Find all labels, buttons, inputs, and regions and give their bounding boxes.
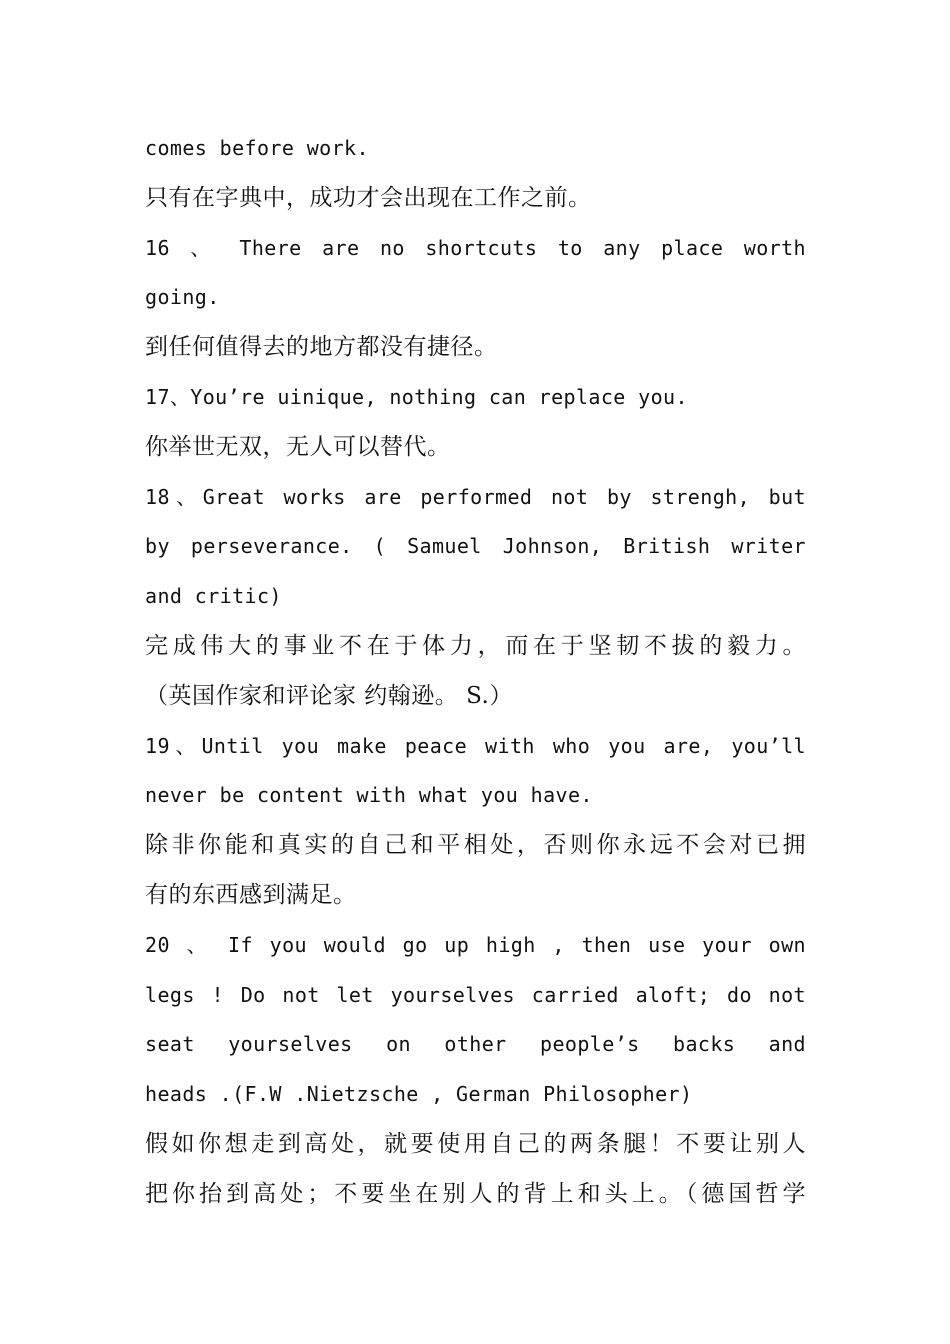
text-line-en: 17、You’re uinique, nothing can replace you. (145, 384, 688, 409)
text-line-zh: 只有在字典中，成功才会出现在工作之前。 (145, 184, 592, 211)
text-line-en: 20 、 If you would go up high , then use your own (145, 932, 806, 957)
text-line-en: 18、Great works are performed not by strengh, but (145, 484, 806, 509)
text-line-zh: （英国作家和评论家 约翰逊。 S.） (145, 682, 513, 709)
document-page (145, 124, 806, 1220)
text-line-en: comes before work. (145, 136, 369, 160)
text-line-zh: 有的东西感到满足。 (145, 881, 357, 908)
text-line-zh: 假如你想走到高处，就要使用自己的两条腿！不要让别人 (145, 1130, 806, 1157)
text-line-zh: 把你抬到高处；不要坐在别人的背上和头上。（德国哲学 (145, 1180, 806, 1207)
text-line-en: never be content with what you have. (145, 783, 593, 808)
text-line-en: heads .(F.W .Nietzsche , German Philosopher) (145, 1082, 693, 1107)
text-line-zh: 除非你能和真实的自己和平相处，否则你永远不会对已拥 (145, 832, 806, 859)
text-line-zh: 完成伟大的事业不在于体力，而在于坚韧不拔的毅力。 (145, 632, 806, 659)
text-line-zh: 你举世无双，无人可以替代。 (145, 433, 451, 460)
text-line-en: going. (145, 285, 220, 310)
text-line-en: 19、Until you make peace with who you are, you’ll (145, 733, 806, 758)
text-line-en: legs ! Do not let yourselves carried aloft; do not (145, 982, 806, 1007)
text-line-zh: 到任何值得去的地方都没有捷径。 (145, 334, 498, 361)
text-line-en: and critic) (145, 584, 282, 609)
text-line-en: by perseverance. ( Samuel Johnson, British writer (145, 534, 806, 559)
text-line-en: 16 、 There are no shortcuts to any place worth (145, 235, 806, 260)
text-line-en: seat yourselves on other people’s backs and (145, 1032, 806, 1057)
